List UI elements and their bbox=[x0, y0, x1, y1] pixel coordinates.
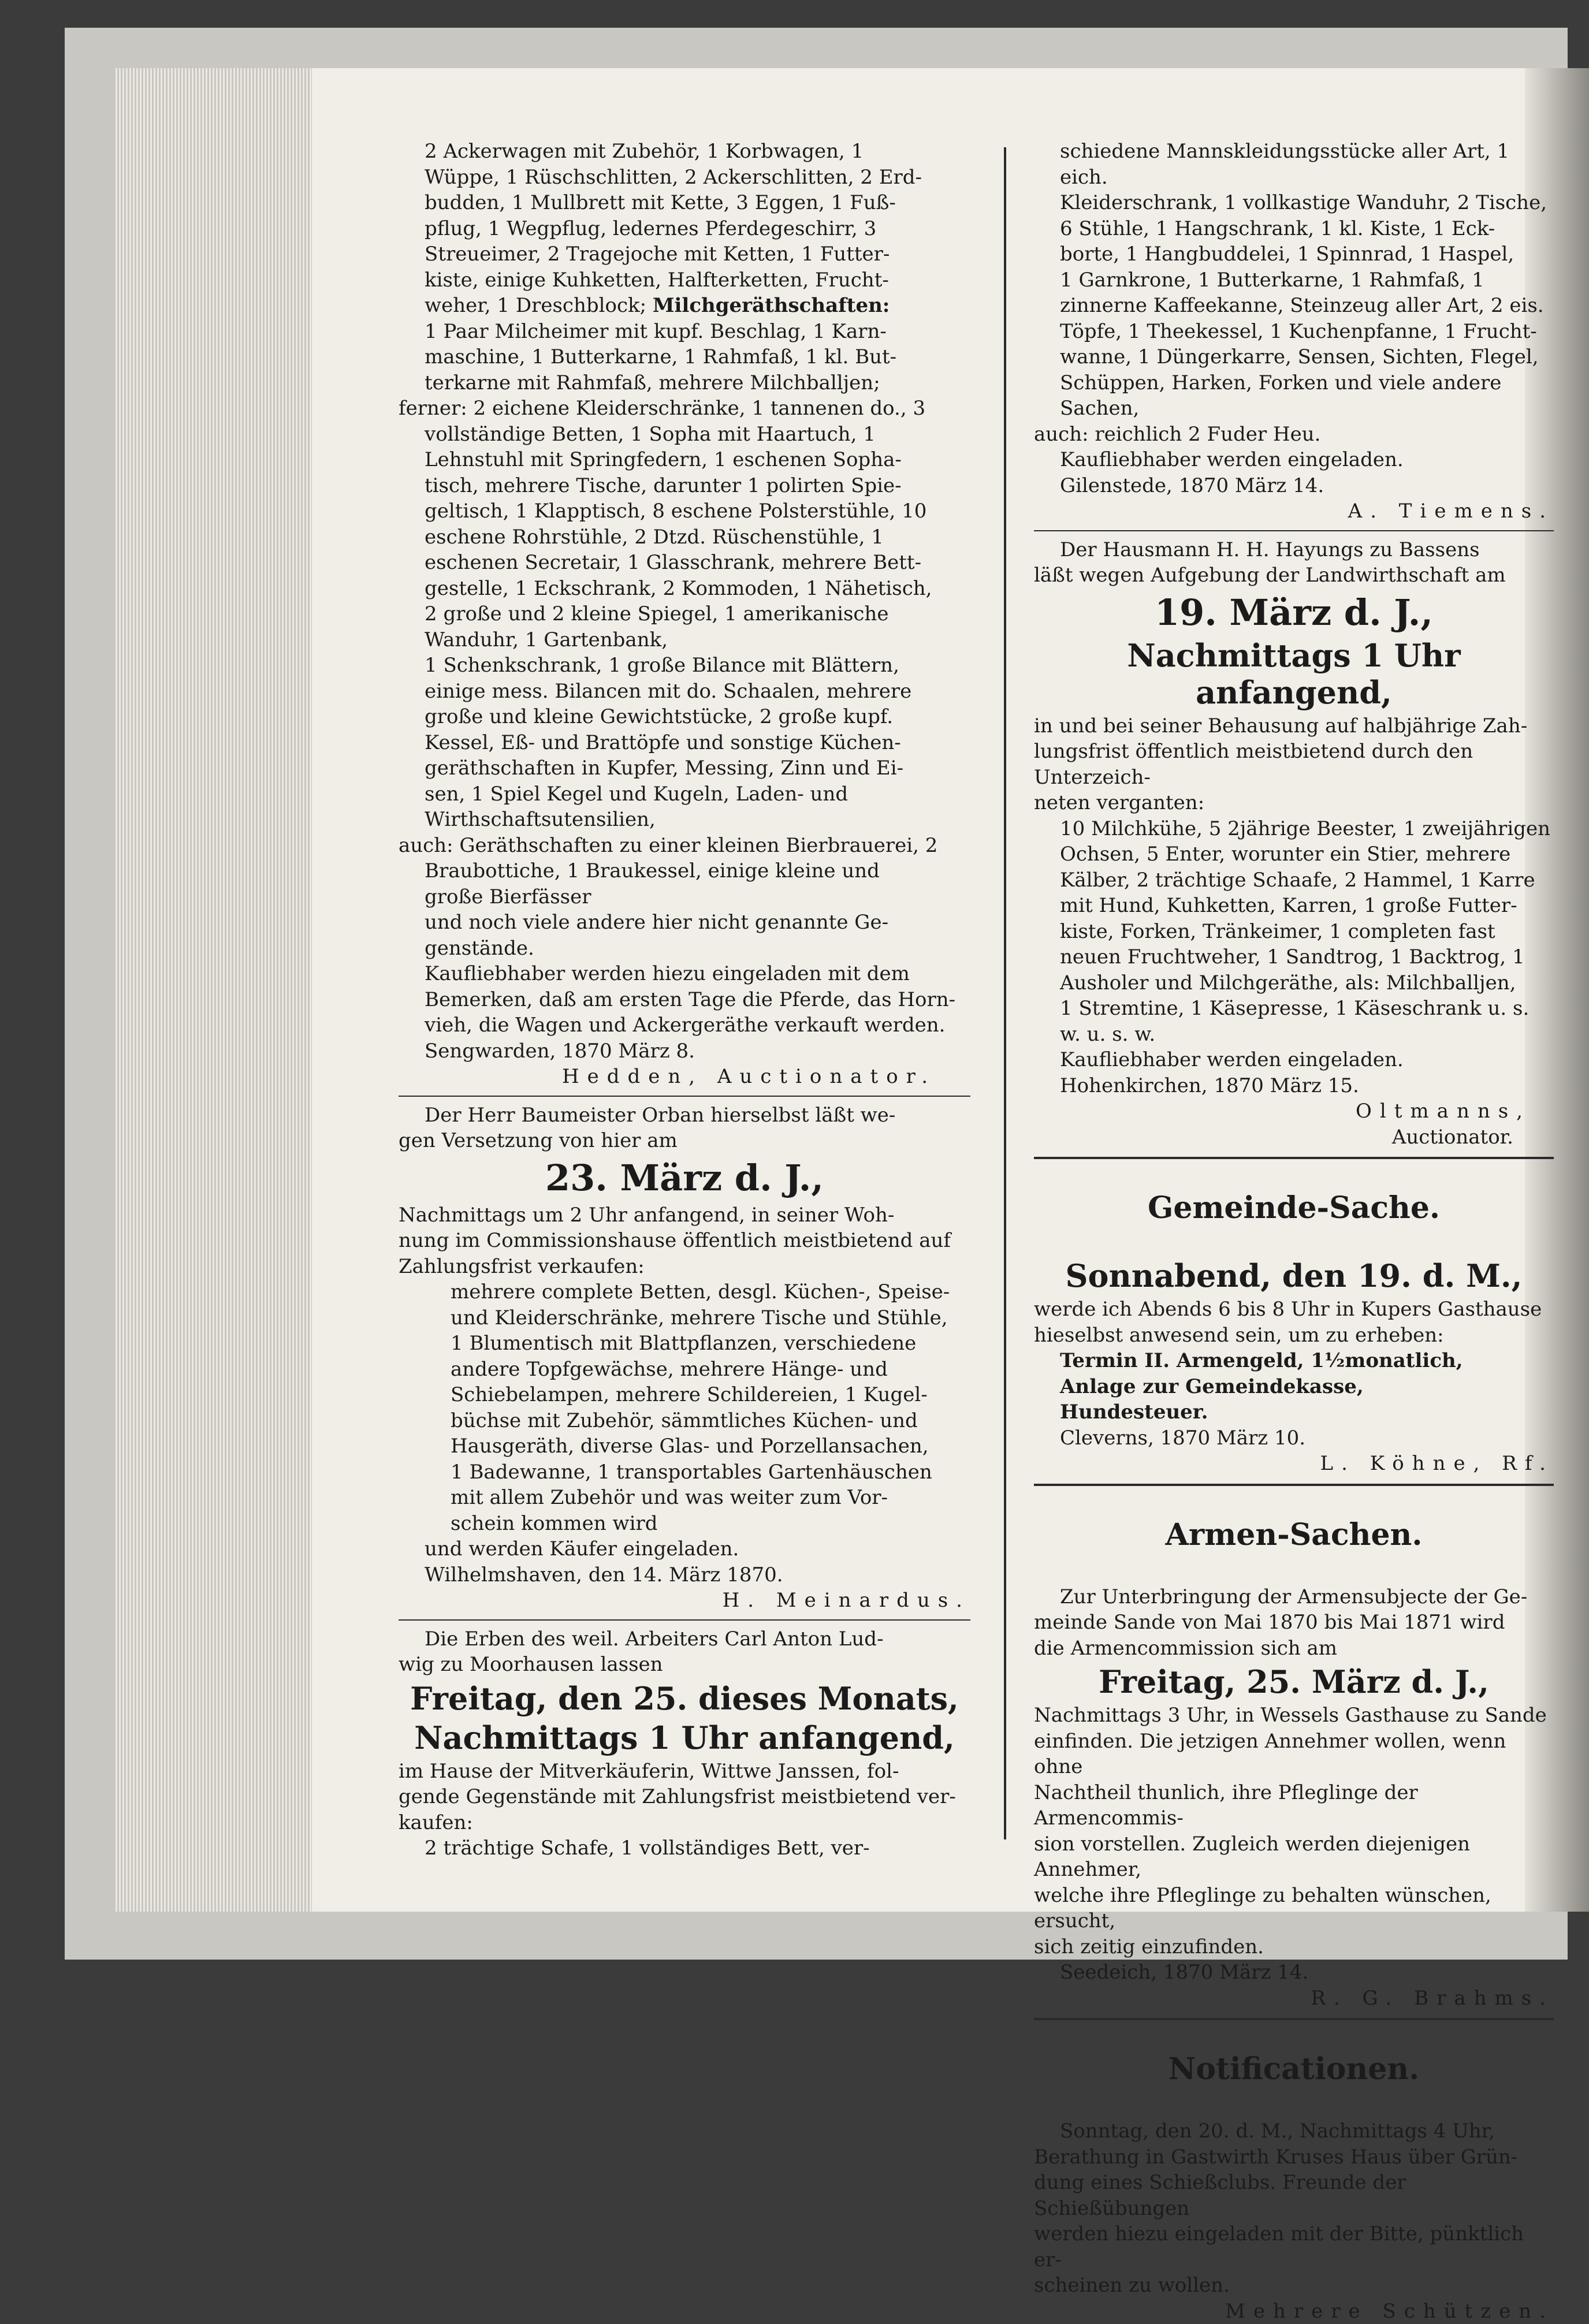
text-line: Zur Unterbringung der Armensubjecte der Ge- bbox=[1034, 1584, 1554, 1610]
text-line: im Hause der Mitverkäuferin, Wittwe Janssen, fol- bbox=[399, 1759, 970, 1785]
text-line: 1 Badewanne, 1 transportables Gartenhäuschen bbox=[399, 1459, 970, 1485]
text-line: Die Erben des weil. Arbeiters Carl Anton Lud- bbox=[399, 1626, 970, 1652]
text-line: Sachen, bbox=[1034, 396, 1554, 422]
section-heading: Gemeinde-Sache. bbox=[1034, 1189, 1554, 1227]
signature: H. Meinardus. bbox=[399, 1588, 970, 1614]
text-line: tisch, mehrere Tische, darunter 1 polirten Spie- bbox=[399, 473, 970, 499]
text-line: wanne, 1 Düngerkarre, Sensen, Sichten, Flegel, bbox=[1034, 344, 1554, 370]
text-line: einfinden. Die jetzigen Annehmer wollen, wenn ohne bbox=[1034, 1729, 1554, 1780]
auction-date: 19. März d. J., bbox=[1034, 592, 1554, 634]
auch-label: auch: bbox=[1034, 423, 1089, 446]
text-line: terkarne mit Rahmfaß, mehrere Milchballjen; bbox=[399, 370, 970, 396]
text-line: einige mess. Bilancen mit do. Schaalen, mehrere bbox=[399, 679, 970, 705]
separator bbox=[1034, 1484, 1554, 1486]
text-line: neten verganten: bbox=[1034, 790, 1554, 816]
text-line: büchse mit Zubehör, sämmtliches Küchen- und bbox=[399, 1408, 970, 1434]
text-line: geltisch, 1 Klapptisch, 8 eschene Polsterstühle, 10 bbox=[399, 498, 970, 524]
ad-hayungs bbox=[1034, 537, 1554, 1150]
text-line: Sonntag, den 20. d. M., Nachmittags 4 Uhr, bbox=[1034, 2118, 1554, 2144]
signature: R. G. Brahms. bbox=[1034, 1986, 1554, 2012]
text-line: werde ich Abends 6 bis 8 Uhr in Kupers Gasthause bbox=[1034, 1297, 1554, 1323]
text-line: welche ihre Pfleglinge zu behalten wünschen, ersucht, bbox=[1034, 1883, 1554, 1934]
auction-date: 23. März d. J., bbox=[399, 1157, 970, 1199]
text-line: Zahlungsfrist verkaufen: bbox=[399, 1254, 970, 1280]
separator bbox=[399, 1096, 970, 1097]
text-line: mehrere complete Betten, desgl. Küchen-, Speise- bbox=[399, 1279, 970, 1305]
armen-section bbox=[1034, 1516, 1554, 2012]
text-line: kaufen: bbox=[399, 1810, 970, 1836]
text-line: maschine, 1 Butterkarne, 1 Rahmfaß, 1 kl. But- bbox=[399, 344, 970, 370]
text-line: Lehnstuhl mit Springfedern, 1 eschenen Sopha- bbox=[399, 447, 970, 473]
ad-3 bbox=[399, 1626, 970, 1861]
text-line: Wirthschaftsutensilien, bbox=[399, 807, 970, 833]
text-line: 1 Blumentisch mit Blattpflanzen, verschiedene bbox=[399, 1331, 970, 1357]
separator bbox=[1034, 2018, 1554, 2020]
text-line: werden hiezu eingeladen mit der Bitte, pünktlich er- bbox=[1034, 2221, 1554, 2273]
text-fragment: reichlich 2 Fuder Heu. bbox=[1095, 423, 1320, 446]
text-line: Nachtheil thunlich, ihre Pfleglinge der Armencommis- bbox=[1034, 1780, 1554, 1831]
text-line: w. u. s. w. bbox=[1034, 1022, 1554, 1048]
text-line: meinde Sande von Mai 1870 bis Mai 1871 wird bbox=[1034, 1610, 1554, 1636]
separator bbox=[1034, 1157, 1554, 1159]
text-line: mit Hund, Kuhketten, Karren, 1 große Futter- bbox=[1034, 893, 1554, 919]
text-line: hieselbst anwesend sein, um zu erheben: bbox=[1034, 1323, 1554, 1349]
notificationen-section bbox=[1034, 2050, 1554, 2324]
text-line: große Bierfässer bbox=[399, 884, 970, 910]
text-line: dung eines Schießclubs. Freunde der Schießübungen bbox=[1034, 2170, 1554, 2221]
text-line: kiste, einige Kuhketten, Halfterketten, Frucht- bbox=[399, 267, 970, 293]
text-line: Töpfe, 1 Theekessel, 1 Kuchenpfanne, 1 Frucht- bbox=[1034, 319, 1554, 345]
text-line: andere Topfgewächse, mehrere Hänge- und bbox=[399, 1357, 970, 1383]
auch-label: auch: bbox=[399, 834, 453, 857]
text-line: Kälber, 2 trächtige Schaafe, 2 Hammel, 1 Karre bbox=[1034, 867, 1554, 893]
left-column bbox=[399, 139, 970, 1861]
text-line: zinnerne Kaffeekanne, Steinzeug aller Art, 2 eis. bbox=[1034, 293, 1554, 319]
text-line: pflug, 1 Wegpflug, ledernes Pferdegeschirr, 3 bbox=[399, 216, 970, 242]
text-line: wig zu Moorhausen lassen bbox=[399, 1652, 970, 1678]
auction-time: Nachmittags 1 Uhr anfangend, bbox=[399, 1719, 970, 1756]
text-line: gen Versetzung von hier am bbox=[399, 1128, 970, 1154]
text-line: 1 Stremtine, 1 Käsepresse, 1 Käseschrank u. s. bbox=[1034, 996, 1554, 1022]
text-line: borte, 1 Hangbuddelei, 1 Spinnrad, 1 Haspel, bbox=[1034, 241, 1554, 267]
text-line: sich zeitig einzufinden. bbox=[1034, 1934, 1554, 1960]
text-line: Termin II. Armengeld, 1½monatlich, bbox=[1034, 1348, 1554, 1374]
text-line: Der Hausmann H. H. Hayungs zu Bassens bbox=[1034, 537, 1554, 563]
text-line: schein kommen wird bbox=[399, 1511, 970, 1537]
text-line: gende Gegenstände mit Zahlungsfrist meistbietend ver- bbox=[399, 1784, 970, 1810]
text-line: Kaufliebhaber werden eingeladen. bbox=[1034, 447, 1554, 473]
text-fragment: Geräthschaften zu einer kleinen Bierbrauerei, 2 bbox=[459, 834, 937, 857]
place-date: Seedeich, 1870 März 14. bbox=[1034, 1960, 1554, 1986]
text-line: Schüppen, Harken, Forken und viele andere bbox=[1034, 370, 1554, 396]
text-line: gestelle, 1 Eckschrank, 2 Kommoden, 1 Nähetisch, bbox=[399, 576, 970, 602]
text-fragment: 2 eichene Kleiderschränke, 1 tannenen do., 3 bbox=[474, 397, 926, 420]
text-line: große und kleine Gewichtstücke, 2 große kupf. bbox=[399, 704, 970, 730]
text-line: Wüppe, 1 Rüschschlitten, 2 Ackerschlitten, 2 Erd- bbox=[399, 165, 970, 191]
milch-heading: Milchgeräthschaften: bbox=[653, 294, 890, 317]
text-line: mit allem Zubehör und was weiter zum Vor- bbox=[399, 1485, 970, 1511]
text-line: die Armencommission sich am bbox=[1034, 1636, 1554, 1662]
text-line: vollständige Betten, 1 Sopha mit Haartuch, 1 bbox=[399, 422, 970, 448]
text-line: kiste, Forken, Tränkeimer, 1 completen fast bbox=[1034, 919, 1554, 945]
text-line: und Kleiderschränke, mehrere Tische und Stühle, bbox=[399, 1305, 970, 1331]
text-line bbox=[1034, 422, 1554, 448]
place-date: Sengwarden, 1870 März 8. bbox=[399, 1038, 970, 1064]
ad-1-continued bbox=[1034, 139, 1554, 524]
text-line: Hausgeräth, diverse Glas- und Porzellansachen, bbox=[399, 1433, 970, 1459]
text-line: Anlage zur Gemeindekasse, bbox=[1034, 1374, 1554, 1400]
auction-time: Nachmittags 1 Uhr anfangend, bbox=[1034, 637, 1554, 711]
section-heading: Notificationen. bbox=[1034, 2050, 1554, 2088]
separator bbox=[399, 1619, 970, 1621]
text-line bbox=[399, 833, 970, 859]
text-line: 2 trächtige Schafe, 1 vollständiges Bett, ver- bbox=[399, 1835, 970, 1861]
signature-title: Auctionator. bbox=[1034, 1124, 1554, 1150]
text-line: 6 Stühle, 1 Hangschrank, 1 kl. Kiste, 1 Eck- bbox=[1034, 216, 1554, 242]
signature: Mehrere Schützen. bbox=[1034, 2299, 1554, 2324]
text-line: Bemerken, daß am ersten Tage die Pferde, das Horn- bbox=[399, 987, 970, 1013]
text-line: neuen Fruchtweher, 1 Sandtrog, 1 Backtrog, 1 bbox=[1034, 944, 1554, 970]
signature: A. Tiemens. bbox=[1034, 498, 1554, 524]
text-line: Kaufliebhaber werden eingeladen. bbox=[1034, 1047, 1554, 1073]
text-line: lungsfrist öffentlich meistbietend durch den Unterzeich- bbox=[1034, 739, 1554, 790]
place-date: Cleverns, 1870 März 10. bbox=[1034, 1425, 1554, 1451]
text-line: Kaufliebhaber werden hiezu eingeladen mit dem bbox=[399, 961, 970, 987]
ad-2 bbox=[399, 1103, 970, 1614]
text-line: nung im Commissionshause öffentlich meistbietend auf bbox=[399, 1228, 970, 1254]
meeting-date: Freitag, 25. März d. J., bbox=[1034, 1663, 1554, 1700]
page-edges bbox=[116, 68, 318, 1912]
place-date: Hohenkirchen, 1870 März 15. bbox=[1034, 1073, 1554, 1099]
place-date: Gilenstede, 1870 März 14. bbox=[1034, 473, 1554, 499]
text-line: Nachmittags um 2 Uhr anfangend, in seiner Woh- bbox=[399, 1202, 970, 1228]
text-line: läßt wegen Aufgebung der Landwirthschaft am bbox=[1034, 563, 1554, 589]
text-line: eschenen Secretair, 1 Glasschrank, mehrere Bett- bbox=[399, 550, 970, 576]
text-line: 1 Garnkrone, 1 Butterkarne, 1 Rahmfaß, 1 bbox=[1034, 267, 1554, 293]
separator bbox=[1034, 530, 1554, 531]
text-line: Nachmittags 3 Uhr, in Wessels Gasthause zu Sande bbox=[1034, 1703, 1554, 1729]
text-line: Braubottiche, 1 Braukessel, einige kleine und bbox=[399, 858, 970, 884]
text-line: 2 große und 2 kleine Spiegel, 1 amerikanische bbox=[399, 601, 970, 627]
text-line: geräthschaften in Kupfer, Messing, Zinn und Ei- bbox=[399, 755, 970, 781]
signature: L. Köhne, Rf. bbox=[1034, 1451, 1554, 1477]
text-line: Wanduhr, 1 Gartenbank, bbox=[399, 627, 970, 653]
text-line: 1 Schenkschrank, 1 große Bilance mit Blättern, bbox=[399, 653, 970, 679]
text-line: scheinen zu wollen. bbox=[1034, 2273, 1554, 2299]
text-line: Berathung in Gastwirth Kruses Haus über Grün- bbox=[1034, 2144, 1554, 2170]
gemeinde-section bbox=[1034, 1189, 1554, 1477]
text-line: in und bei seiner Behausung auf halbjährige Zah- bbox=[1034, 713, 1554, 739]
text-line: und werden Käufer eingeladen. bbox=[399, 1536, 970, 1562]
text-line: Der Herr Baumeister Orban hierselbst läßt we- bbox=[399, 1103, 970, 1129]
text-line: Kleiderschrank, 1 vollkastige Wanduhr, 2 Tische, bbox=[1034, 190, 1554, 216]
text-line: 1 Paar Milcheimer mit kupf. Beschlag, 1 Karn- bbox=[399, 319, 970, 345]
text-line: budden, 1 Mullbrett mit Kette, 3 Eggen, 1 Fuß- bbox=[399, 190, 970, 216]
place-date: Wilhelmshaven, den 14. März 1870. bbox=[399, 1562, 970, 1588]
column-divider bbox=[1004, 147, 1006, 1839]
text-line: eschene Rohrstühle, 2 Dtzd. Rüschenstühle, 1 bbox=[399, 524, 970, 550]
collection-date: Sonnabend, den 19. d. M., bbox=[1034, 1257, 1554, 1294]
text-line: sen, 1 Spiel Kegel und Kugeln, Laden- und bbox=[399, 781, 970, 807]
auction-date: Freitag, den 25. dieses Monats, bbox=[399, 1680, 970, 1717]
text-line: Schiebelampen, mehrere Schildereien, 1 Kugel- bbox=[399, 1382, 970, 1408]
text-line: 10 Milchkühe, 5 2jährige Beester, 1 zweijährigen bbox=[1034, 816, 1554, 842]
right-column bbox=[1034, 139, 1554, 2324]
ad-1 bbox=[399, 139, 970, 1090]
text-line: Ochsen, 5 Enter, worunter ein Stier, mehrere bbox=[1034, 841, 1554, 867]
text-line bbox=[399, 293, 970, 319]
text-line: Ausholer und Milchgeräthe, als: Milchballjen, bbox=[1034, 970, 1554, 996]
text-line: schiedene Mannskleidungsstücke aller Art, 1 eich. bbox=[1034, 139, 1554, 190]
text-fragment: weher, 1 Dreschblock; bbox=[425, 294, 646, 317]
signature: Oltmanns, bbox=[1034, 1098, 1554, 1124]
text-line bbox=[399, 396, 970, 422]
text-line: Hundesteuer. bbox=[1034, 1399, 1554, 1425]
text-line: sion vorstellen. Zugleich werden diejenigen Annehmer, bbox=[1034, 1831, 1554, 1883]
text-line: Streueimer, 2 Tragejoche mit Ketten, 1 Futter- bbox=[399, 241, 970, 267]
ferner-label: ferner: bbox=[399, 397, 467, 420]
section-heading: Armen-Sachen. bbox=[1034, 1516, 1554, 1554]
text-line: Kessel, Eß- und Brattöpfe und sonstige Küchen- bbox=[399, 730, 970, 756]
text-line: und noch viele andere hier nicht genannte Ge- bbox=[399, 910, 970, 936]
text-line: vieh, die Wagen und Ackergeräthe verkauft werden. bbox=[399, 1012, 970, 1038]
text-line: 2 Ackerwagen mit Zubehör, 1 Korbwagen, 1 bbox=[399, 139, 970, 165]
signature: Hedden, Auctionator. bbox=[399, 1064, 970, 1090]
text-line: genstände. bbox=[399, 936, 970, 962]
